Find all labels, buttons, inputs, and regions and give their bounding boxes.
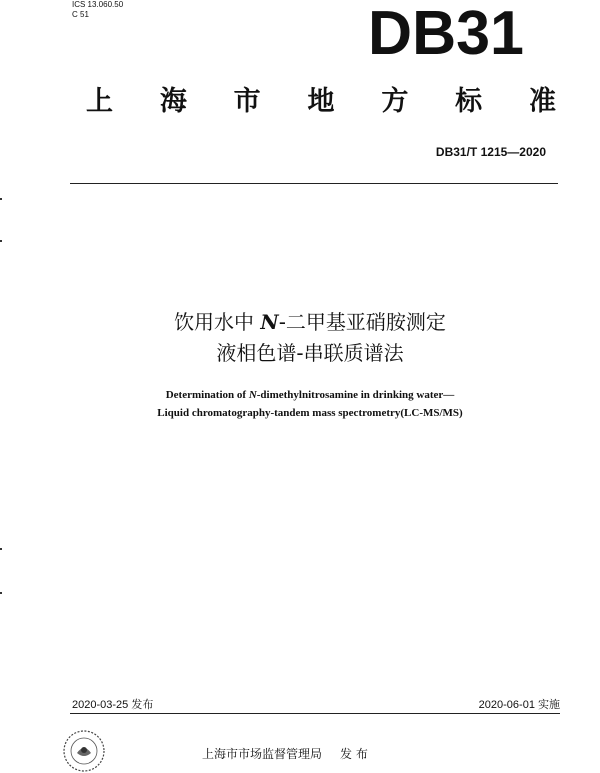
title-cn-line1 [60, 309, 560, 335]
title-en-line2: Liquid chromatography-tandem mass spectrometry(LC-MS/MS) [157, 407, 463, 419]
standard-type-char: 市 [233, 86, 261, 117]
title-cn-line1-suffix: -二甲基亚硝胺测定 [278, 310, 446, 334]
scan-mark [0, 240, 2, 242]
standard-type-char: 标 [455, 86, 483, 117]
scan-mark [0, 592, 2, 594]
title-en-italic-n: N [248, 389, 257, 401]
standard-type-char: 准 [528, 86, 556, 117]
standard-type-char: 方 [381, 86, 409, 117]
implement-date: 2020-06-01 实施 [478, 699, 560, 711]
title-cn-line1-prefix: 饮用水中 [174, 310, 261, 334]
ics-code-block [72, 0, 123, 20]
standard-type-title [86, 86, 556, 118]
standard-type-char: 地 [307, 86, 335, 117]
ics-code: ICS 13.060.50 [72, 0, 124, 9]
db31-logo [366, 4, 526, 58]
title-cn-italic-n: N [260, 310, 279, 334]
scan-mark [0, 198, 2, 200]
svg-text:DB31: DB31 [368, 4, 524, 58]
scan-mark [0, 548, 2, 550]
standard-type-char: 海 [159, 86, 187, 117]
title-en-line1-prefix: Determination of [165, 389, 249, 401]
issuer-seal-icon [62, 729, 106, 773]
ccs-code: C 51 [72, 10, 89, 19]
issue-date: 2020-03-25 发布 [72, 699, 154, 711]
publisher-name: 上海市市场监督管理局 [202, 747, 323, 761]
standard-type-char: 上 [86, 86, 113, 117]
standard-number: DB31/T 1215—2020 [435, 145, 546, 159]
footer-divider [70, 713, 560, 714]
title-cn-line2: 液相色谱-串联质谱法 [216, 341, 404, 365]
header-divider [70, 183, 558, 184]
title-en-line1 [60, 388, 560, 402]
title-en-line1-suffix: -dimethylnitrosamine in drinking water— [256, 389, 455, 401]
publisher-line [202, 745, 368, 762]
publisher-action: 发 布 [340, 747, 368, 761]
